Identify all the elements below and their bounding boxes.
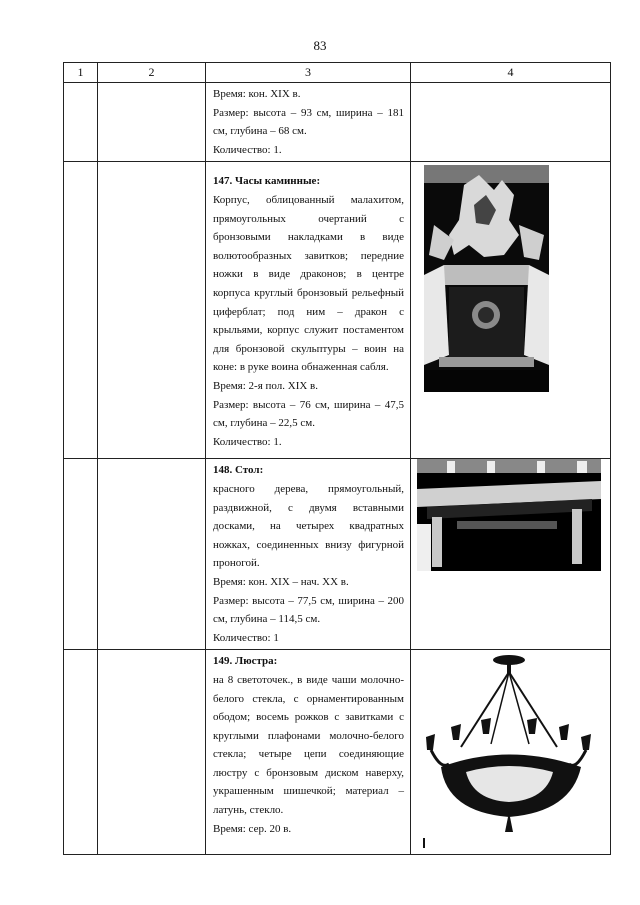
table-row bbox=[64, 650, 611, 855]
cell-index bbox=[64, 459, 98, 650]
item-time: Время: кон. XIX – нач. XX в. bbox=[213, 575, 349, 588]
table-row bbox=[64, 162, 611, 459]
catalog-table bbox=[63, 62, 611, 855]
item-description: на 8 светоточек., в виде чаши молочно-белого стекла, с орнаментированным ободом; восемь рожков с завитками с круглыми плафонами молочно-белого стекла; четыре цепи соединяющие люстру с бронзовым диском наверху, украшенным шишечкой; материал – латунь, стекло. bbox=[213, 673, 404, 817]
item-size: Размер: высота – 93 см, ширина – 181 см, глубина – 68 см. bbox=[213, 106, 404, 138]
column-header-3: 3 bbox=[206, 63, 411, 83]
table-photo bbox=[417, 459, 601, 571]
cell-photo bbox=[411, 162, 611, 459]
item-size: Размер: высота – 77,5 см, ширина – 200 см, глубина – 114,5 см. bbox=[213, 594, 404, 626]
mantel-clock-image bbox=[424, 165, 549, 392]
item-title: 149. Люстра: bbox=[213, 655, 278, 668]
column-header-4: 4 bbox=[411, 63, 611, 83]
item-time: Время: сер. 20 в. bbox=[213, 822, 292, 835]
table-header-row bbox=[64, 63, 611, 83]
item-quantity: Количество: 1. bbox=[213, 435, 282, 448]
page-number: 83 bbox=[313, 38, 327, 53]
item-description: Корпус, облицованный малахитом, прямоугольных очертаний с бронзовыми накладками в виде волютообразных завитков; передние ножки в виде драконов; в центре корпуса круглый бронзовый рельефный циферблат; под ним – дракон с крыльями, корпус служит постаментом для бронзовой скульптуры – воин на коне: в руке воина обнаженная сабля. bbox=[213, 193, 404, 374]
cell-name bbox=[98, 459, 206, 650]
cell-index bbox=[64, 650, 98, 855]
table-row bbox=[64, 459, 611, 650]
cell-index bbox=[64, 83, 98, 162]
item-time: Время: кон. XIX в. bbox=[213, 88, 301, 100]
cell-name bbox=[98, 83, 206, 162]
cell-photo bbox=[411, 650, 611, 855]
table-row bbox=[64, 83, 611, 162]
cell-description bbox=[206, 650, 411, 855]
cell-name bbox=[98, 650, 206, 855]
item-quantity: Количество: 1. bbox=[213, 143, 282, 156]
cell-description bbox=[206, 83, 411, 162]
cell-name bbox=[98, 162, 206, 459]
mantel-clock-photo bbox=[424, 165, 549, 392]
column-header-2: 2 bbox=[98, 63, 206, 83]
chandelier-image bbox=[421, 652, 606, 850]
cell-photo bbox=[411, 459, 611, 650]
item-title: 148. Стол: bbox=[213, 464, 264, 477]
cell-description bbox=[206, 459, 411, 650]
item-quantity: Количество: 1 bbox=[213, 631, 279, 644]
item-description: красного дерева, прямоугольный, раздвижной, с двумя вставными досками, на четырех квадратных ножках, соединенных внизу фигурной проногой. bbox=[213, 482, 404, 570]
column-header-1: 1 bbox=[64, 63, 98, 83]
cell-index bbox=[64, 162, 98, 459]
item-time: Время: 2-я пол. XIX в. bbox=[213, 379, 318, 392]
item-title: 147. Часы каминные: bbox=[213, 175, 321, 188]
chandelier-photo bbox=[421, 652, 606, 850]
cell-photo bbox=[411, 83, 611, 162]
table-image bbox=[417, 459, 601, 571]
cell-description bbox=[206, 162, 411, 459]
item-size: Размер: высота – 76 см, ширина – 47,5 см, глубина – 22,5 см. bbox=[213, 398, 404, 430]
